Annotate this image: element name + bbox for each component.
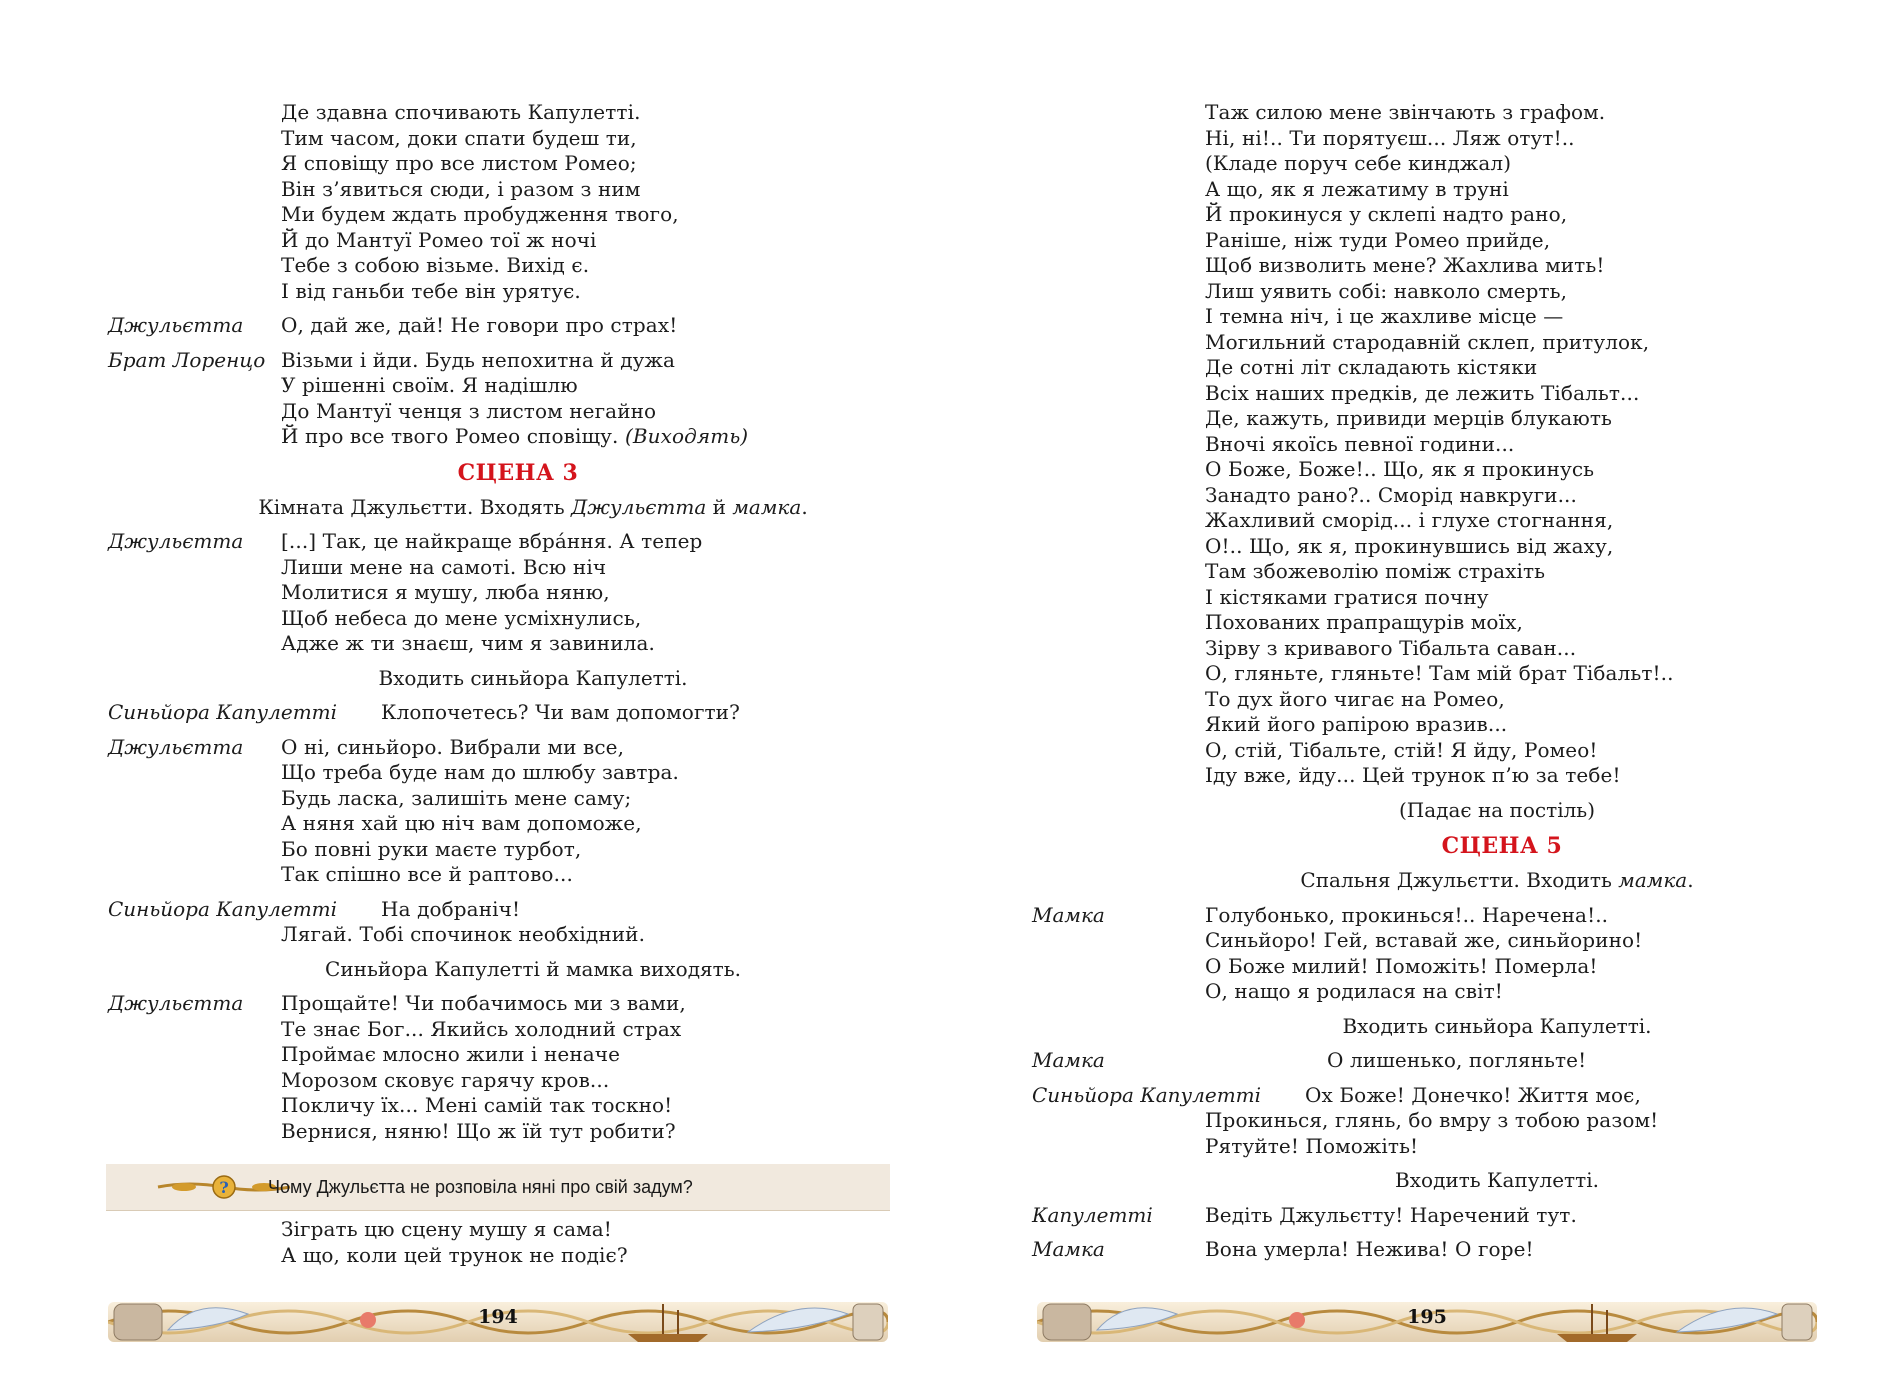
verse-line: Клопочетесь? Чи вам допомогти? (381, 700, 740, 724)
verse-line: Візьми і йди. Будь непохитна й дужа (281, 347, 676, 372)
verse-text: Й про все твого Ромео сповіщу. (281, 424, 619, 448)
scene-title: СЦЕНА 5 (1441, 833, 1563, 859)
verse-line: Ні, ні!.. Ти порятуєш... Ляж отут!.. (1205, 125, 1575, 150)
speaker-name: Мамка (1032, 1237, 1105, 1261)
verse-line: До Мантуї ченця з листом негайно (281, 398, 657, 423)
speaker-name: Джульєтта (108, 529, 244, 553)
verse-line: Лиши мене на самоті. Всю ніч (281, 554, 607, 579)
verse-block (108, 922, 898, 948)
speech-block (1032, 1083, 1852, 1109)
page-footer-ornament (108, 1290, 888, 1352)
speech-block (1032, 1237, 1852, 1263)
stage-direction: (Кладе поруч себе кинджал) (1205, 151, 1512, 175)
verse-line: Щоб визволить мене? Жахлива мить! (1205, 253, 1605, 277)
verse-line: Там збожеволію поміж страхіть (1205, 559, 1546, 583)
verse-line: Таж силою мене звінчають з графом. (1205, 100, 1606, 124)
verse-line: Молитися я мушу, люба няню, (281, 580, 610, 604)
speech-block (1032, 903, 1852, 1005)
verse-line: І від ганьби тебе він урятує. (281, 278, 581, 303)
verse-line: Щоб небеса до мене усміхнулись, (281, 605, 642, 630)
stage-direction: Синьйора Капулетті й мамка виходять. (325, 956, 741, 981)
verse-line: Так спішно все й раптово... (281, 862, 573, 886)
verse-line: Іду вже, йду... Цей трунок п’ю за тебе! (1205, 763, 1621, 787)
verse-line: Лиш уявить собі: навколо смерть, (1205, 278, 1568, 303)
verse-line: І кістяками гратися почну (1205, 584, 1489, 609)
verse-line: Ох Боже! Донечко! Життя моє, (1305, 1082, 1641, 1107)
stage-direction: Входить Капулетті. (1395, 1168, 1599, 1192)
verse-line: О, гляньте, гляньте! Там мій брат Тібальт!.. (1205, 661, 1674, 685)
verse-line: Тим часом, доки спати будеш ти, (281, 125, 637, 150)
verse-line: Могильний стародавній склеп, притулок, (1205, 329, 1650, 354)
verse-line: [...] Так, це найкраще вбра́ння. А тепер (281, 529, 703, 553)
verse-line: Будь ласка, залишіть мене саму; (281, 785, 632, 810)
verse-line: А що, коли цей трунок не подіє? (281, 1242, 628, 1267)
verse-line: Прокинься, глянь, бо вмру з тобою разом! (1205, 1108, 1659, 1132)
speaker-name: Мамка (1032, 1048, 1105, 1072)
right-page (952, 0, 1904, 1400)
question-box (106, 1164, 890, 1211)
speech-block (108, 700, 898, 726)
verse-line: Де, кажуть, привиди мерців блукають (1205, 406, 1612, 430)
verse-line: Синьйоро! Гей, вставай же, синьйорино! (1205, 928, 1643, 952)
speech-block (108, 529, 898, 657)
verse-line: Занадто рано?.. Сморід навкруги... (1205, 482, 1577, 507)
verse-line: Й до Мантуї Ромео тої ж ночі (281, 227, 597, 252)
speaker-name: Джульєтта (108, 991, 244, 1015)
verse-line: А няня хай цю ніч вам допоможе, (281, 811, 642, 835)
stage-direction: (Виходять) (624, 424, 749, 448)
verse-line: Він з’явиться сюди, і разом з ним (281, 176, 641, 201)
verse-line: Адже ж ти знаєш, чим я завинила. (281, 631, 655, 655)
scene-title: СЦЕНА 3 (457, 459, 579, 486)
speaker-name: Джульєтта (108, 313, 244, 337)
speaker-name: Мамка (1032, 902, 1105, 927)
verse-line: Покличу їх... Мені самій так тоскно! (281, 1093, 673, 1117)
speaker-name: Капулетті (1032, 1202, 1153, 1227)
verse-line: Жахливий сморід... і глухе стогнання, (1205, 508, 1614, 532)
verse-line: Рятуйте! Поможіть! (1205, 1133, 1419, 1158)
verse-line: Який його рапірою вразив... (1205, 712, 1508, 736)
speech-block (108, 313, 898, 339)
verse-line: Ми будем ждать пробудження твого, (281, 202, 679, 226)
verse-line: Те знає Бог... Якийсь холодний страх (281, 1016, 682, 1041)
verse-line: Раніше, ніж туди Ромео прийде, (1205, 227, 1551, 252)
svg-text:?: ? (219, 1178, 229, 1197)
verse-line: О Боже, Боже!.. Що, як я прокинусь (1205, 457, 1595, 481)
verse-line: Я сповіщу про все листом Ромео; (281, 151, 637, 175)
verse-line: Голубонько, прокинься!.. Наречена!.. (1205, 902, 1609, 927)
verse-line: Вночі якоїсь певної години... (1205, 431, 1515, 456)
speech-block (108, 897, 898, 923)
stage-direction: Входить синьйора Капулетті. (1342, 1013, 1652, 1038)
verse-block (108, 100, 898, 304)
verse-line: Всіх наших предків, де лежить Тібальт... (1205, 380, 1640, 405)
verse-line: Похованих прапращурів моїх, (1205, 610, 1523, 634)
speech-block (108, 991, 898, 1144)
speaker-name: Брат Лоренцо (108, 347, 266, 372)
verse-line: Де здавна спочивають Капулетті. (281, 100, 641, 124)
stage-direction: Входить синьйора Капулетті. (378, 665, 688, 690)
left-page-content (108, 100, 898, 1144)
verse-line: І темна ніч, і це жахливе місце — (1205, 304, 1564, 328)
verse-line: О!.. Що, як я, прокинувшись від жаху, (1205, 533, 1614, 558)
speech-block (1032, 1048, 1852, 1074)
speaker-name: Синьйора Капулетті (1032, 1082, 1262, 1107)
right-page-content (1032, 100, 1852, 1263)
verse-line: Вернися, няню! Що ж їй тут робити? (281, 1118, 676, 1143)
verse-line: Морозом сковує гарячу кров... (281, 1067, 610, 1092)
verse-line: А що, як я лежатиму в труні (1205, 176, 1509, 201)
verse-line: Зіграть цю сцену мушу я сама! (281, 1217, 612, 1241)
verse-line: О Боже милий! Поможіть! Померла! (1205, 953, 1598, 978)
verse-line: Вона умерла! Нежива! О горе! (1205, 1237, 1534, 1261)
stage-direction: Спальня Джульєтти. Входить мамка. (1300, 868, 1694, 892)
verse-line: На добраніч! (381, 896, 521, 921)
verse-block (1032, 100, 1852, 789)
page-number: 195 (1407, 1306, 1447, 1328)
verse-line (281, 424, 898, 450)
verse-line: У рішенні своїм. Я надішлю (281, 373, 578, 397)
verse-block (1032, 1108, 1852, 1159)
verse-line: Лягай. Тобі спочинок необхідний. (281, 922, 646, 946)
page-footer-ornament (1037, 1290, 1817, 1352)
speech-block (108, 735, 898, 888)
verse-line: Зірву з кривавого Тібальта саван... (1205, 635, 1577, 660)
speaker-name: Джульєтта (108, 734, 244, 759)
speech-block (108, 348, 898, 450)
verse-line: О, нащо я родилася на світ! (1205, 979, 1503, 1003)
verse-line: Бо повні руки маєте турбот, (281, 836, 582, 861)
speaker-name: Синьйора Капулетті (108, 896, 338, 921)
question-text: Чому Джульєтта не розповіла няні про свій задум? (268, 1176, 693, 1197)
verse-line: О, дай же, дай! Не говори про страх! (281, 313, 678, 337)
verse-line: О, стій, Тібальте, стій! Я йду, Ромео! (1205, 737, 1598, 762)
speaker-name: Синьйора Капулетті (108, 700, 338, 724)
verse-line: О ні, синьйоро. Вибрали ми все, (281, 734, 625, 759)
page-number: 194 (478, 1306, 518, 1328)
stage-direction: Кімната Джульєтти. Входять Джульєтта й мамка. (258, 494, 808, 519)
verse-line: Тебе з собою візьме. Вихід є. (281, 253, 590, 277)
verse-block (281, 1217, 628, 1268)
verse-line: Ведіть Джульєтту! Наречений тут. (1205, 1202, 1577, 1227)
verse-line: Проймає млосно жили і неначе (281, 1042, 621, 1066)
verse-line: Що треба буде нам до шлюбу завтра. (281, 760, 679, 784)
stage-direction: (Падає на постіль) (1398, 797, 1595, 822)
verse-line: Де сотні літ складають кістяки (1205, 355, 1538, 379)
verse-line: То дух його чигає на Ромео, (1205, 686, 1505, 711)
speech-block (1032, 1203, 1852, 1229)
verse-line: О лишенько, погляньте! (1327, 1048, 1587, 1072)
verse-line: Прощайте! Чи побачимось ми з вами, (281, 991, 686, 1015)
verse-line: Й прокинуся у склепі надто рано, (1205, 202, 1568, 226)
